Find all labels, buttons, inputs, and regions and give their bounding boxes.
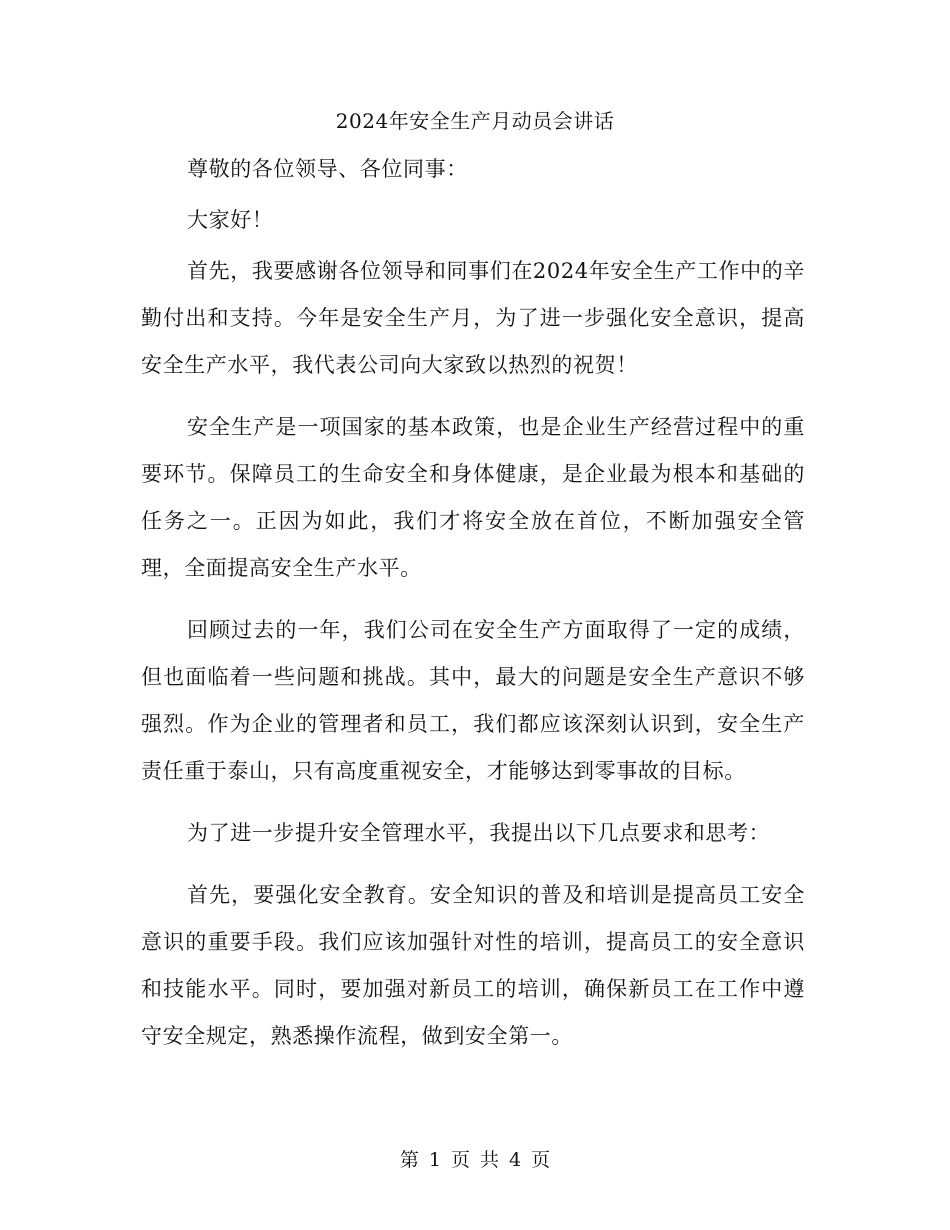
salutation-paragraph: 尊敬的各位领导、各位同事： (187, 157, 468, 181)
document-body (141, 146, 805, 1075)
review-paragraph: 回顾过去的一年，我们公司在安全生产方面取得了一定的成绩，但也面临着一些问题和挑战。其中，最大的问题是安全生产意识不够强烈。作为企业的管理者和员工，我们都应该深刻认识到，安全生产责任重于泰山，只有高度重视安全，才能够达到零事故的目标。 (141, 618, 805, 783)
thanks-paragraph: 首先，我要感谢各位领导和同事们在2024年安全生产工作中的辛勤付出和支持。今年是安全生产月，为了进一步强化安全意识，提高安全生产水平，我代表公司向大家致以热烈的祝贺！ (141, 259, 805, 377)
page-number-footer: 第 1 页 共 4 页 (399, 1149, 551, 1171)
document-title: 2024年安全生产月动员会讲话 (335, 109, 615, 133)
requirements-intro-paragraph: 为了进一步提升安全管理水平，我提出以下几点要求和思考： (187, 821, 771, 845)
greeting-paragraph: 大家好！ (187, 208, 274, 232)
policy-paragraph: 安全生产是一项国家的基本政策，也是企业生产经营过程中的重要环节。保障员工的生命安全和身体健康，是企业最为根本和基础的任务之一。正因为如此，我们才将安全放在首位，不断加强安全管理，全面提高安全生产水平。 (141, 415, 805, 580)
safety-education-paragraph: 首先，要强化安全教育。安全知识的普及和培训是提高员工安全意识的重要手段。我们应该加强针对性的培训，提高员工的安全意识和技能水平。同时，要加强对新员工的培训，确保新员工在工作中遵守安全规定，熟悉操作流程，做到安全第一。 (141, 883, 805, 1048)
